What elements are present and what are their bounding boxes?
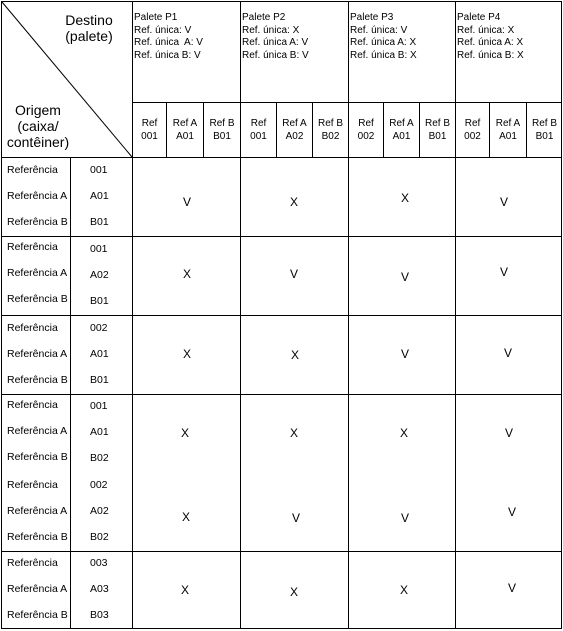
pallet-rule-a: Ref. única A: X <box>457 37 524 48</box>
row-code: 002 <box>90 479 108 491</box>
result-mark-p2: X <box>290 585 299 599</box>
pallet-title: Palete P4 <box>457 12 501 23</box>
pallet-rule-single: Ref. única: V <box>134 25 192 36</box>
row-code: A01 <box>90 190 109 202</box>
row-code: B01 <box>90 295 109 307</box>
row-label: Referência <box>7 479 58 491</box>
pallet-rule-b: Ref. única B: X <box>350 50 417 61</box>
pallet-rule-single: Ref. única: X <box>242 25 300 36</box>
result-mark-p1: X <box>181 583 190 597</box>
result-mark-p3: V <box>401 270 410 284</box>
row-label: Referência A <box>7 505 68 517</box>
row-label: Referência A <box>7 425 68 437</box>
result-mark-p2: V <box>290 267 299 281</box>
result-mark-p2: X <box>290 195 299 209</box>
row-label: Referência A <box>7 267 68 279</box>
sub-header-ref: Ref 001 <box>250 118 267 142</box>
row-code: A02 <box>90 269 109 281</box>
pallet-rule-single: Ref. única: X <box>457 25 515 36</box>
pallet-rule-b: Ref. única B: V <box>134 50 201 61</box>
pallet-title: Palete P3 <box>350 12 394 23</box>
result-mark-p3: X <box>400 583 409 597</box>
row-code: B03 <box>90 609 109 621</box>
sub-header-ref-a: Ref A A02 <box>282 118 307 142</box>
sub-header-ref-b: Ref B B01 <box>424 118 450 142</box>
result-mark-p2: X <box>291 348 300 362</box>
result-mark-p1: V <box>183 195 192 209</box>
row-code: A02 <box>90 505 109 517</box>
row-code: A01 <box>90 348 109 360</box>
row-label: Referência <box>7 557 58 569</box>
row-label: Referência B <box>7 609 68 621</box>
row-code: 001 <box>90 164 108 176</box>
result-mark-p3: X <box>401 191 410 205</box>
result-mark-p1: X <box>183 267 192 281</box>
row-code: A03 <box>90 583 109 595</box>
sub-header-ref-b: Ref B B02 <box>317 118 343 142</box>
result-mark-p4: V <box>508 505 517 519</box>
result-mark-p3: V <box>401 511 410 525</box>
sub-header-ref: Ref 002 <box>357 118 375 142</box>
result-mark-p3: V <box>401 347 410 361</box>
pallet-rule-a: Ref. única A: X <box>350 37 417 48</box>
result-mark-p2: V <box>292 511 301 525</box>
row-code: 003 <box>90 557 108 569</box>
result-mark-p1: X <box>183 347 192 361</box>
row-code: B02 <box>90 531 109 543</box>
pallet-title: Palete P2 <box>242 12 286 23</box>
sub-header-ref: Ref 002 <box>464 118 481 142</box>
result-mark-p4: V <box>504 346 513 360</box>
pallet-rule-b: Ref. única B: X <box>457 50 524 61</box>
sub-header-ref-a: Ref A A01 <box>495 118 521 142</box>
pallet-rule-b: Ref. única B: V <box>242 50 309 61</box>
destination-header-label: Destino (palete) <box>65 12 113 44</box>
result-mark-p4: V <box>508 581 517 595</box>
row-label: Referência A <box>7 583 68 595</box>
sub-header-ref: Ref 001 <box>141 118 158 142</box>
result-mark-p1: X <box>181 426 190 440</box>
row-code: 002 <box>90 322 108 334</box>
result-mark-p1: X <box>182 510 191 524</box>
pallet-title: Palete P1 <box>134 12 178 23</box>
pallet-rule-a: Ref. única A: V <box>242 37 309 48</box>
row-label: Referência <box>7 241 58 253</box>
row-label: Referência B <box>7 531 68 543</box>
row-code: B01 <box>90 374 109 386</box>
pallet-rule-a: Ref. única A: V <box>134 37 203 48</box>
sub-header-ref-a: Ref A A01 <box>172 118 198 142</box>
row-label: Referência B <box>7 451 68 463</box>
sub-header-ref-b: Ref B B01 <box>531 118 557 142</box>
row-code: A01 <box>90 426 109 438</box>
row-label: Referência <box>7 322 58 334</box>
sub-header-ref-b: Ref B B01 <box>209 118 235 142</box>
row-code: 001 <box>90 400 108 412</box>
sub-header-ref-a: Ref A A01 <box>389 118 414 142</box>
result-mark-p4: V <box>500 265 509 279</box>
row-label: Referência A <box>7 348 68 360</box>
origin-header-label: Origem (caixa/ contêiner) <box>6 102 70 150</box>
row-code: 001 <box>90 243 108 255</box>
result-mark-p4: V <box>505 426 514 440</box>
row-code: B01 <box>90 216 109 228</box>
row-code: B02 <box>90 452 109 464</box>
result-mark-p4: V <box>500 195 509 209</box>
result-mark-p3: X <box>400 426 409 440</box>
row-label: Referência A <box>7 190 68 202</box>
row-label: Referência B <box>7 216 68 228</box>
row-label: Referência B <box>7 374 68 386</box>
row-label: Referência <box>7 164 58 176</box>
row-label: Referência <box>7 399 58 411</box>
result-mark-p2: X <box>290 426 299 440</box>
pallet-rule-single: Ref. única: V <box>350 25 408 36</box>
row-label: Referência B <box>7 293 68 305</box>
